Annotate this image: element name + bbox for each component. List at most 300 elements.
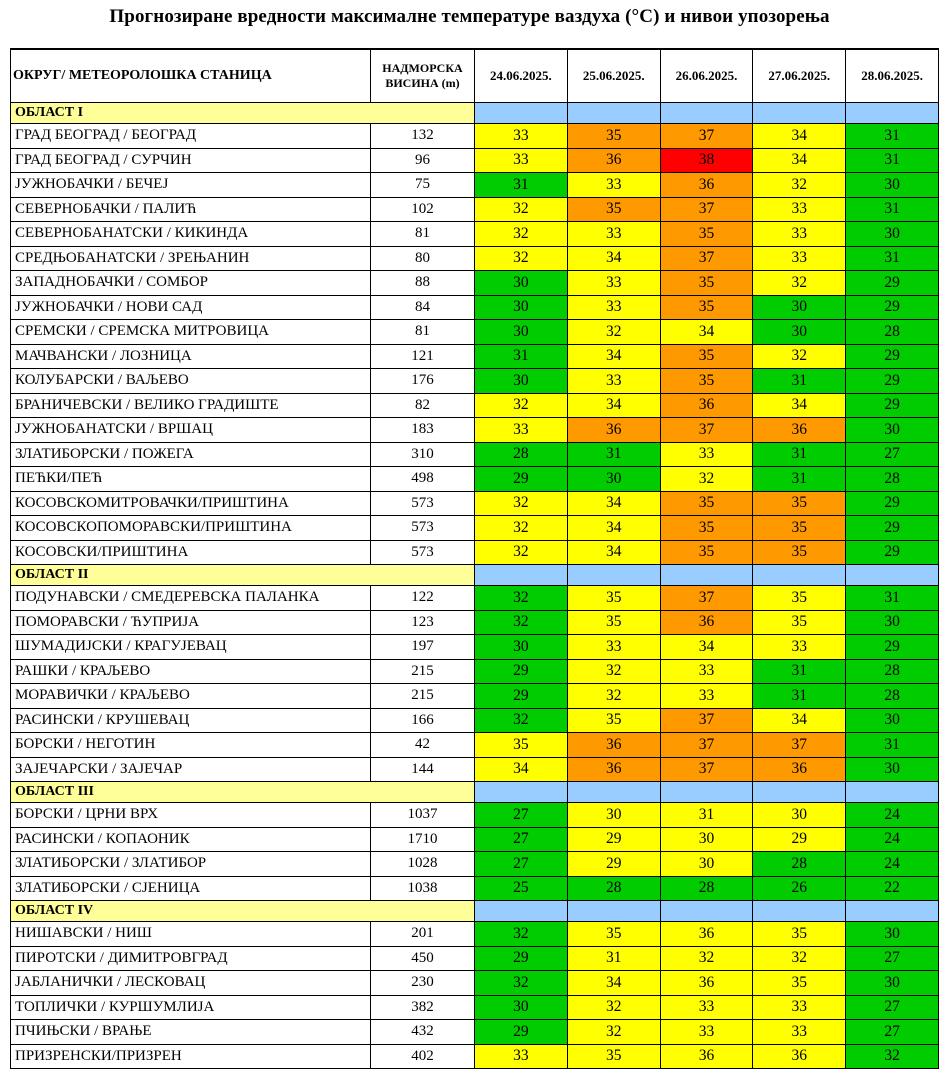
temperature-cell: 31 (846, 586, 939, 611)
table-row (11, 418, 939, 443)
station-altitude: 96 (371, 148, 475, 173)
header-altitude-line2: ВИСИНА (m) (385, 76, 460, 90)
station-altitude: 81 (371, 320, 475, 345)
station-altitude: 498 (371, 467, 475, 492)
temperature-cell: 32 (753, 344, 846, 369)
temperature-cell: 34 (660, 320, 753, 345)
temperature-cell: 25 (475, 876, 568, 901)
station-name: ЗЛАТИБОРСКИ / ПОЖЕГА (11, 442, 371, 467)
table-row (11, 995, 939, 1020)
table-row (11, 393, 939, 418)
region-band-cell (567, 901, 660, 922)
station-altitude: 144 (371, 757, 475, 782)
station-name: СЕВЕРНОБАЧКИ / ПАЛИЋ (11, 197, 371, 222)
temperature-cell: 30 (753, 295, 846, 320)
temperature-cell: 30 (846, 922, 939, 947)
station-altitude: 382 (371, 995, 475, 1020)
table-row (11, 124, 939, 149)
temperature-cell: 29 (475, 684, 568, 709)
temperature-cell: 32 (567, 659, 660, 684)
temperature-cell: 30 (846, 173, 939, 198)
temperature-cell: 33 (753, 246, 846, 271)
temperature-cell: 37 (660, 124, 753, 149)
temperature-cell: 36 (753, 757, 846, 782)
temperature-cell: 35 (567, 586, 660, 611)
station-name: ЈУЖНОБАЧКИ / НОВИ САД (11, 295, 371, 320)
station-altitude: 402 (371, 1044, 475, 1069)
station-altitude: 201 (371, 922, 475, 947)
station-altitude: 573 (371, 516, 475, 541)
region-band-cell (567, 103, 660, 124)
header-altitude-line1: НАДМОРСКА (382, 61, 463, 75)
station-altitude: 215 (371, 659, 475, 684)
station-name: РАШКИ / КРАЉЕВО (11, 659, 371, 684)
temperature-cell: 27 (475, 827, 568, 852)
temperature-cell: 28 (567, 876, 660, 901)
temperature-cell: 33 (753, 1020, 846, 1045)
region-band-cell (660, 103, 753, 124)
header-date-5: 28.06.2025. (846, 49, 939, 103)
temperature-cell: 37 (660, 757, 753, 782)
temperature-cell: 34 (475, 757, 568, 782)
temperature-cell: 33 (660, 1020, 753, 1045)
table-row (11, 467, 939, 492)
table-body (11, 103, 939, 1069)
temperature-cell: 35 (567, 610, 660, 635)
temperature-cell: 29 (475, 946, 568, 971)
table-header-row (11, 49, 939, 103)
station-altitude: 573 (371, 491, 475, 516)
region-band-cell (753, 565, 846, 586)
temperature-cell: 30 (846, 757, 939, 782)
table-row (11, 222, 939, 247)
station-name: БОРСКИ / ЦРНИ ВРХ (11, 803, 371, 828)
temperature-cell: 33 (475, 1044, 568, 1069)
region-band-cell (846, 901, 939, 922)
station-altitude: 81 (371, 222, 475, 247)
temperature-cell: 37 (660, 586, 753, 611)
region-band-cell (753, 103, 846, 124)
temperature-cell: 34 (753, 148, 846, 173)
temperature-cell: 35 (660, 491, 753, 516)
station-name: КОСОВСКИ/ПРИШТИНА (11, 540, 371, 565)
temperature-cell: 32 (475, 491, 568, 516)
temperature-cell: 33 (567, 369, 660, 394)
temperature-cell: 32 (475, 516, 568, 541)
temperature-cell: 33 (567, 271, 660, 296)
temperature-cell: 29 (846, 271, 939, 296)
temperature-cell: 36 (567, 148, 660, 173)
station-name: ПОМОРАВСКИ / ЋУПРИЈА (11, 610, 371, 635)
station-name: ЈАБЛАНИЧКИ / ЛЕСКОВАЦ (11, 971, 371, 996)
temperature-cell: 35 (567, 124, 660, 149)
header-date-2: 25.06.2025. (567, 49, 660, 103)
temperature-cell: 37 (660, 733, 753, 758)
temperature-cell: 29 (846, 516, 939, 541)
table-row (11, 684, 939, 709)
table-row (11, 320, 939, 345)
station-altitude: 75 (371, 173, 475, 198)
temperature-cell: 29 (846, 635, 939, 660)
temperature-cell: 35 (753, 586, 846, 611)
temperature-cell: 27 (475, 852, 568, 877)
temperature-cell: 32 (567, 995, 660, 1020)
region-band-cell (475, 103, 568, 124)
station-altitude: 176 (371, 369, 475, 394)
station-altitude: 310 (371, 442, 475, 467)
station-name: ПРИЗРЕНСКИ/ПРИЗРЕН (11, 1044, 371, 1069)
region-band-cell (753, 782, 846, 803)
table-row (11, 271, 939, 296)
temperature-cell: 32 (475, 393, 568, 418)
station-name: ЈУЖНОБАНАТСКИ / ВРШАЦ (11, 418, 371, 443)
temperature-cell: 31 (846, 246, 939, 271)
temperature-cell: 34 (567, 516, 660, 541)
temperature-cell: 35 (753, 491, 846, 516)
table-row (11, 442, 939, 467)
temperature-cell: 36 (660, 971, 753, 996)
temperature-cell: 32 (567, 320, 660, 345)
temperature-cell: 32 (567, 1020, 660, 1045)
table-row (11, 1020, 939, 1045)
station-altitude: 230 (371, 971, 475, 996)
temperature-cell: 31 (660, 803, 753, 828)
temperature-cell: 30 (846, 222, 939, 247)
temperature-cell: 29 (475, 467, 568, 492)
temperature-cell: 29 (846, 344, 939, 369)
station-altitude: 432 (371, 1020, 475, 1045)
temperature-cell: 29 (846, 295, 939, 320)
temperature-cell: 24 (846, 803, 939, 828)
station-name: ГРАД БЕОГРАД / БЕОГРАД (11, 124, 371, 149)
station-name: МОРАВИЧКИ / КРАЉЕВО (11, 684, 371, 709)
temperature-cell: 33 (660, 659, 753, 684)
temperature-cell: 33 (753, 635, 846, 660)
temperature-cell: 28 (846, 659, 939, 684)
temperature-cell: 35 (753, 516, 846, 541)
station-altitude: 123 (371, 610, 475, 635)
temperature-cell: 31 (846, 148, 939, 173)
temperature-cell: 32 (475, 222, 568, 247)
station-name: ГРАД БЕОГРАД / СУРЧИН (11, 148, 371, 173)
temperature-cell: 27 (846, 946, 939, 971)
temperature-cell: 32 (846, 1044, 939, 1069)
station-altitude: 215 (371, 684, 475, 709)
temperature-cell: 32 (475, 586, 568, 611)
temperature-cell: 31 (567, 442, 660, 467)
temperature-cell: 31 (846, 197, 939, 222)
station-name: СРЕМСКИ / СРЕМСКА МИТРОВИЦА (11, 320, 371, 345)
temperature-cell: 36 (753, 418, 846, 443)
temperature-cell: 28 (753, 852, 846, 877)
station-altitude: 122 (371, 586, 475, 611)
station-altitude: 1710 (371, 827, 475, 852)
temperature-cell: 29 (846, 491, 939, 516)
table-row (11, 246, 939, 271)
table-row (11, 876, 939, 901)
region-band-cell (660, 782, 753, 803)
temperature-cell: 29 (567, 827, 660, 852)
temperature-cell: 30 (846, 971, 939, 996)
temperature-cell: 36 (660, 393, 753, 418)
temperature-cell: 33 (660, 442, 753, 467)
temperature-cell: 32 (753, 271, 846, 296)
header-date-1: 24.06.2025. (475, 49, 568, 103)
station-altitude: 88 (371, 271, 475, 296)
temperature-cell: 31 (475, 173, 568, 198)
temperature-cell: 34 (567, 540, 660, 565)
station-altitude: 82 (371, 393, 475, 418)
temperature-cell: 35 (753, 922, 846, 947)
table-row (11, 708, 939, 733)
temperature-cell: 34 (753, 708, 846, 733)
temperature-cell: 32 (475, 708, 568, 733)
table-row (11, 540, 939, 565)
temperature-cell: 29 (475, 1020, 568, 1045)
temperature-cell: 28 (475, 442, 568, 467)
temperature-cell: 33 (567, 295, 660, 320)
temperature-cell: 32 (475, 971, 568, 996)
station-altitude: 183 (371, 418, 475, 443)
temperature-cell: 32 (475, 246, 568, 271)
station-altitude: 102 (371, 197, 475, 222)
temperature-cell: 30 (846, 708, 939, 733)
temperature-cell: 30 (753, 320, 846, 345)
temperature-cell: 34 (567, 491, 660, 516)
temperature-cell: 37 (753, 733, 846, 758)
temperature-cell: 31 (753, 442, 846, 467)
temperature-cell: 28 (660, 876, 753, 901)
temperature-cell: 31 (753, 684, 846, 709)
station-name: ЗЛАТИБОРСКИ / ЗЛАТИБОР (11, 852, 371, 877)
table-row (11, 295, 939, 320)
temperature-cell: 36 (567, 418, 660, 443)
temperature-cell: 31 (753, 369, 846, 394)
table-row (11, 344, 939, 369)
temperature-cell: 35 (660, 516, 753, 541)
temperature-cell: 28 (846, 467, 939, 492)
region-band-cell (846, 782, 939, 803)
temperature-cell: 32 (475, 197, 568, 222)
temperature-cell: 35 (660, 295, 753, 320)
temperature-cell: 32 (753, 946, 846, 971)
temperature-cell: 30 (846, 610, 939, 635)
table-row (11, 659, 939, 684)
region-band-cell (567, 565, 660, 586)
station-altitude: 80 (371, 246, 475, 271)
temperature-cell: 35 (660, 271, 753, 296)
station-name: ЈУЖНОБАЧКИ / БЕЧЕЈ (11, 173, 371, 198)
temperature-cell: 35 (567, 197, 660, 222)
region-row (11, 103, 939, 124)
table-row (11, 516, 939, 541)
temperature-cell: 33 (660, 684, 753, 709)
temperature-cell: 35 (753, 971, 846, 996)
station-name: СЕВЕРНОБАНАТСКИ / КИКИНДА (11, 222, 371, 247)
station-name: ШУМАДИЈСКИ / КРАГУЈЕВАЦ (11, 635, 371, 660)
temperature-table (10, 48, 939, 1069)
station-name: ЗАЈЕЧАРСКИ / ЗАЈЕЧАР (11, 757, 371, 782)
station-altitude: 450 (371, 946, 475, 971)
region-band-cell (846, 565, 939, 586)
temperature-cell: 33 (475, 124, 568, 149)
header-date-3: 26.06.2025. (660, 49, 753, 103)
station-name: ПОДУНАВСКИ / СМЕДЕРЕВСКА ПАЛАНКА (11, 586, 371, 611)
temperature-cell: 33 (753, 995, 846, 1020)
temperature-cell: 33 (753, 197, 846, 222)
temperature-cell: 34 (567, 971, 660, 996)
station-name: БРАНИЧЕВСКИ / ВЕЛИКО ГРАДИШТЕ (11, 393, 371, 418)
temperature-cell: 32 (660, 467, 753, 492)
temperature-cell: 27 (846, 995, 939, 1020)
station-name: КОСОВСКОПОМОРАВСКИ/ПРИШТИНА (11, 516, 371, 541)
region-band-cell (660, 901, 753, 922)
temperature-cell: 29 (475, 659, 568, 684)
temperature-cell: 29 (846, 369, 939, 394)
temperature-cell: 37 (660, 418, 753, 443)
temperature-cell: 28 (846, 320, 939, 345)
temperature-cell: 27 (475, 803, 568, 828)
temperature-cell: 29 (753, 827, 846, 852)
station-altitude: 166 (371, 708, 475, 733)
region-band-cell (567, 782, 660, 803)
header-date-4: 27.06.2025. (753, 49, 846, 103)
temperature-cell: 35 (567, 708, 660, 733)
temperature-cell: 30 (660, 852, 753, 877)
station-name: КОСОВСКОМИТРОВАЧКИ/ПРИШТИНА (11, 491, 371, 516)
table-row (11, 1044, 939, 1069)
temperature-cell: 35 (660, 540, 753, 565)
temperature-cell: 33 (567, 173, 660, 198)
temperature-cell: 35 (567, 1044, 660, 1069)
temperature-cell: 33 (753, 222, 846, 247)
table-row (11, 827, 939, 852)
temperature-cell: 32 (753, 173, 846, 198)
temperature-cell: 27 (846, 442, 939, 467)
station-name: ПЧИЊСКИ / ВРАЊЕ (11, 1020, 371, 1045)
temperature-cell: 36 (660, 173, 753, 198)
temperature-cell: 30 (475, 320, 568, 345)
region-label: ОБЛАСТ II (11, 565, 475, 586)
temperature-cell: 31 (846, 124, 939, 149)
temperature-cell: 34 (567, 393, 660, 418)
temperature-cell: 37 (660, 708, 753, 733)
table-row (11, 173, 939, 198)
temperature-cell: 32 (660, 946, 753, 971)
region-band-cell (475, 782, 568, 803)
region-row (11, 565, 939, 586)
temperature-cell: 36 (567, 733, 660, 758)
temperature-cell: 34 (753, 393, 846, 418)
station-altitude: 132 (371, 124, 475, 149)
station-altitude: 84 (371, 295, 475, 320)
temperature-cell: 36 (660, 1044, 753, 1069)
station-name: РАСИНСКИ / КОПАОНИК (11, 827, 371, 852)
temperature-cell: 32 (475, 922, 568, 947)
temperature-cell: 30 (475, 369, 568, 394)
station-name: СРЕДЊОБАНАТСКИ / ЗРЕЊАНИН (11, 246, 371, 271)
temperature-cell: 33 (475, 418, 568, 443)
temperature-cell: 34 (660, 635, 753, 660)
station-name: КОЛУБАРСКИ / ВАЉЕВО (11, 369, 371, 394)
temperature-cell: 30 (475, 295, 568, 320)
temperature-cell: 30 (475, 635, 568, 660)
station-name: БОРСКИ / НЕГОТИН (11, 733, 371, 758)
station-altitude: 1038 (371, 876, 475, 901)
region-band-cell (660, 565, 753, 586)
temperature-cell: 32 (567, 684, 660, 709)
table-row (11, 369, 939, 394)
temperature-cell: 33 (475, 148, 568, 173)
station-altitude: 1037 (371, 803, 475, 828)
region-band-cell (846, 103, 939, 124)
station-altitude: 197 (371, 635, 475, 660)
region-label: ОБЛАСТ I (11, 103, 475, 124)
station-name: МАЧВАНСКИ / ЛОЗНИЦА (11, 344, 371, 369)
region-label: ОБЛАСТ IV (11, 901, 475, 922)
temperature-cell: 22 (846, 876, 939, 901)
temperature-cell: 24 (846, 852, 939, 877)
temperature-cell: 30 (753, 803, 846, 828)
temperature-cell: 35 (660, 344, 753, 369)
temperature-cell: 31 (753, 659, 846, 684)
temperature-cell: 28 (846, 684, 939, 709)
temperature-cell: 32 (475, 610, 568, 635)
temperature-cell: 33 (660, 995, 753, 1020)
temperature-cell: 33 (567, 635, 660, 660)
table-row (11, 586, 939, 611)
table-row (11, 491, 939, 516)
page-title: Прогнозиране вредности максималне температуре ваздуха (°C) и нивои упозорења (109, 6, 830, 27)
temperature-cell: 31 (753, 467, 846, 492)
station-name: ПЕЋКИ/ПЕЋ (11, 467, 371, 492)
station-altitude: 1028 (371, 852, 475, 877)
station-altitude: 573 (371, 540, 475, 565)
temperature-cell: 30 (567, 803, 660, 828)
temperature-cell: 36 (753, 1044, 846, 1069)
station-name: ЗАПАДНОБАЧКИ / СОМБОР (11, 271, 371, 296)
table-row (11, 733, 939, 758)
temperature-cell: 30 (846, 418, 939, 443)
temperature-cell: 29 (567, 852, 660, 877)
temperature-cell: 29 (846, 393, 939, 418)
station-altitude: 42 (371, 733, 475, 758)
table-row (11, 971, 939, 996)
temperature-cell: 30 (567, 467, 660, 492)
temperature-cell: 31 (475, 344, 568, 369)
temperature-cell: 26 (753, 876, 846, 901)
table-row (11, 610, 939, 635)
temperature-cell: 35 (475, 733, 568, 758)
temperature-cell: 34 (567, 344, 660, 369)
temperature-cell: 31 (567, 946, 660, 971)
region-band-cell (753, 901, 846, 922)
temperature-cell: 34 (567, 246, 660, 271)
temperature-cell: 37 (660, 197, 753, 222)
temperature-cell: 24 (846, 827, 939, 852)
temperature-cell: 32 (475, 540, 568, 565)
table-row (11, 852, 939, 877)
table-row (11, 922, 939, 947)
station-name: ЗЛАТИБОРСКИ / СЈЕНИЦА (11, 876, 371, 901)
table-row (11, 803, 939, 828)
temperature-cell: 29 (846, 540, 939, 565)
station-name: РАСИНСКИ / КРУШЕВАЦ (11, 708, 371, 733)
temperature-cell: 34 (753, 124, 846, 149)
temperature-cell: 35 (567, 922, 660, 947)
region-band-cell (475, 565, 568, 586)
temperature-cell: 33 (567, 222, 660, 247)
